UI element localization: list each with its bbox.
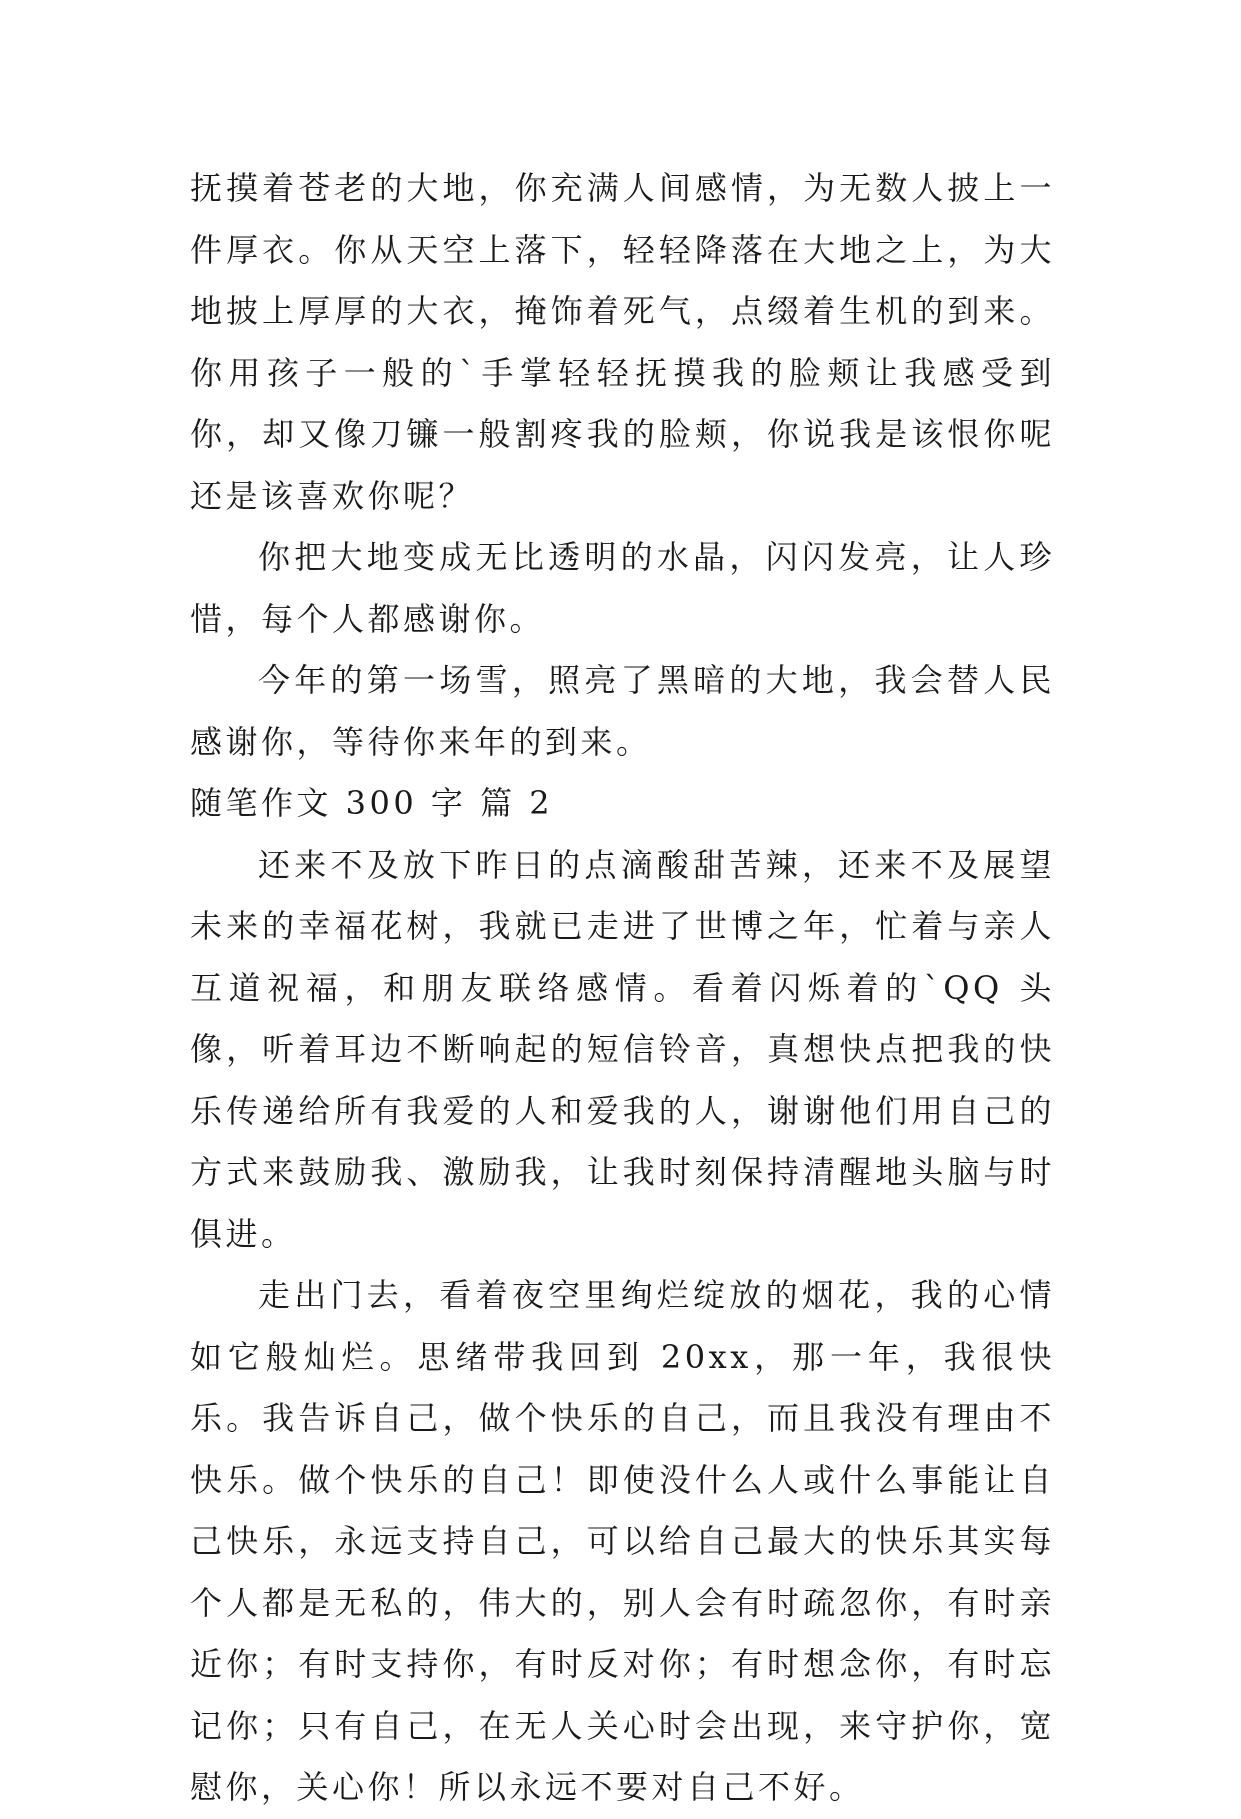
paragraph-2: 你把大地变成无比透明的水晶，闪闪发亮，让人珍惜，每个人都感谢你。 [190,538,1055,638]
section-paragraph-1: 还来不及放下昨日的点滴酸甜苦辣，还来不及展望未来的幸福花树，我就已走进了世博之年，忙着与亲人互道祝福，和朋友联络感情。看着闪烁着的`QQ 头像，听着耳边不断响起的短信铃音，真想快点把我的快乐传递给所有我爱的人和爱我的人，谢谢他们用自己的方式来鼓励我、激励我，让我时刻保持清醒地头脑与时俱进。 [190,845,1055,1253]
section-paragraph-2: 走出门去，看着夜空里绚烂绽放的烟花，我的心情如它般灿烂。思绪带我回到 20xx，那一年，我很快乐。我告诉自己，做个快乐的自己，而且我没有理由不快乐。做个快乐的自己！即使没什么人或什么事能让自己快乐，永远支持自己，可以给自己最大的快乐其实每个人都是无私的，伟大的，别人会有时疏忽你，有时亲近你；有时支持你，有时反对你；有时想念你，有时忘记你；只有自己，在无人关心时会出现，来守护你，宽慰你，关心你！所以永远不要对自己不好。 [190,1276,1055,1806]
paragraph-1: 抚摸着苍老的大地，你充满人间感情，为无数人披上一件厚衣。你从天空上落下，轻轻降落在大地之上，为大地披上厚厚的大衣，掩饰着死气，点缀着生机的到来。你用孩子一般的`手掌轻轻抚摸我的脸颊让我感受到你，却又像刀镰一般割疼我的脸颊，你说我是该恨你呢还是该喜欢你呢？ [190,169,1055,515]
section-heading: 随笔作文 300 字 篇 2 [190,784,554,822]
paragraph-3: 今年的第一场雪，照亮了黑暗的大地，我会替人民感谢你，等待你来年的到来。 [190,661,1055,761]
document-body [190,158,1055,1819]
